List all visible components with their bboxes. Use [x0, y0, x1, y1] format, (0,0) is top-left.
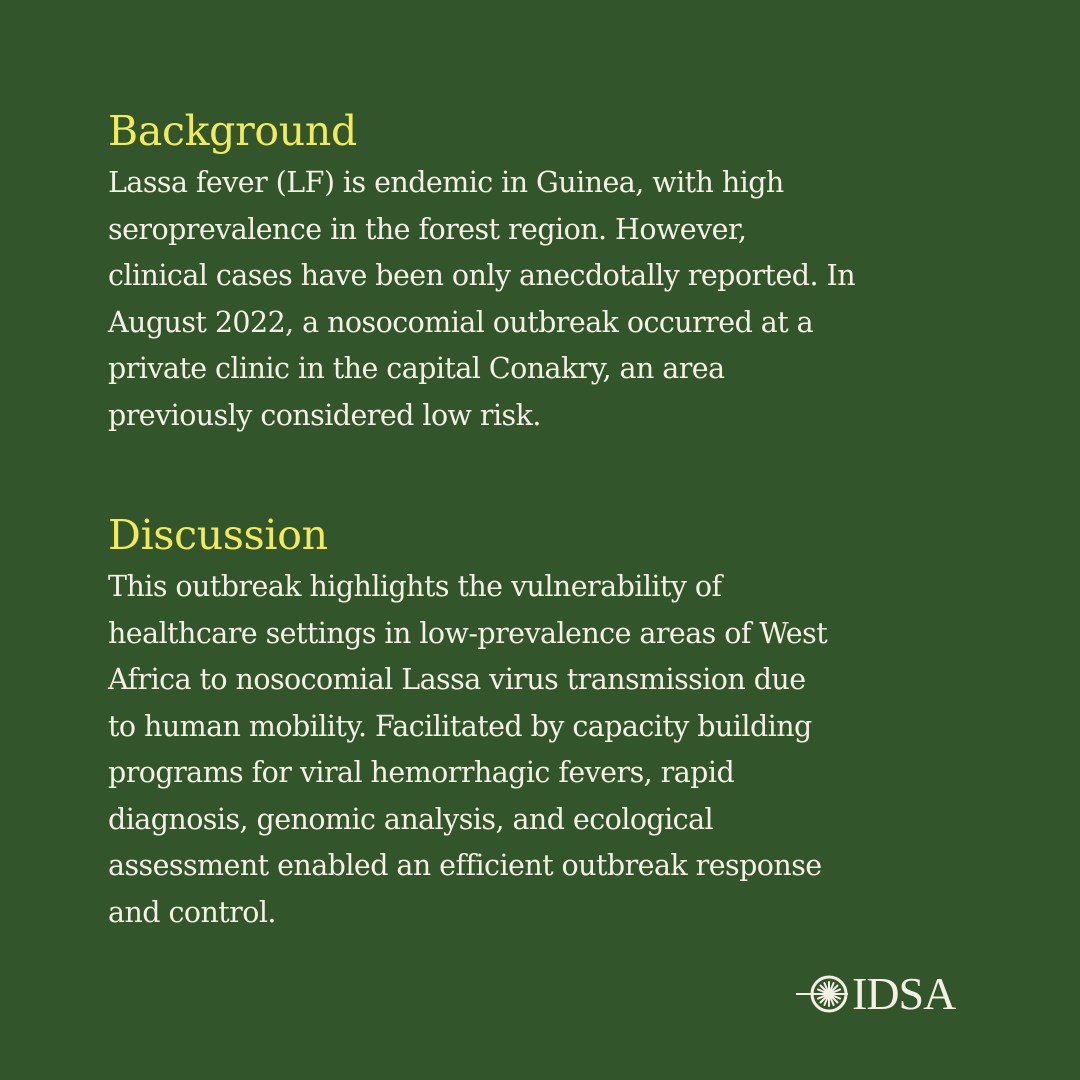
background-section — [108, 106, 988, 439]
discussion-line: assessment enabled an efficient outbreak response — [108, 849, 822, 882]
background-line: previously considered low risk. — [108, 398, 541, 432]
background-line: Lassa fever (LF) is endemic in Guinea, with high — [108, 166, 784, 199]
discussion-line: and control. — [108, 895, 276, 929]
discussion-line: diagnosis, genomic analysis, and ecological — [108, 802, 714, 836]
background-line: seroprevalence in the forest region. However, — [108, 212, 747, 246]
background-text — [108, 160, 988, 439]
idsa-logo-text: IDSA — [852, 968, 956, 1019]
discussion-line: to human mobility. Facilitated by capacity building — [108, 709, 812, 743]
background-heading: Background — [108, 107, 357, 155]
discussion-line: This outbreak highlights the vulnerability of — [108, 570, 722, 603]
background-line: clinical cases have been only anecdotally reported. In — [108, 259, 855, 292]
discussion-line: healthcare settings in low-prevalence areas of West — [108, 616, 828, 650]
discussion-line: Africa to nosocomial Lassa virus transmission due — [108, 663, 806, 696]
starburst-icon — [796, 974, 850, 1014]
background-line: private clinic in the capital Conakry, an area — [108, 352, 725, 385]
discussion-section — [108, 510, 988, 936]
discussion-heading: Discussion — [108, 511, 328, 559]
discussion-line: programs for viral hemorrhagic fevers, rapid — [108, 756, 735, 789]
background-line: August 2022, a nosocomial outbreak occurred at a — [108, 305, 814, 339]
discussion-text — [108, 564, 988, 936]
idsa-logo — [796, 964, 976, 1024]
